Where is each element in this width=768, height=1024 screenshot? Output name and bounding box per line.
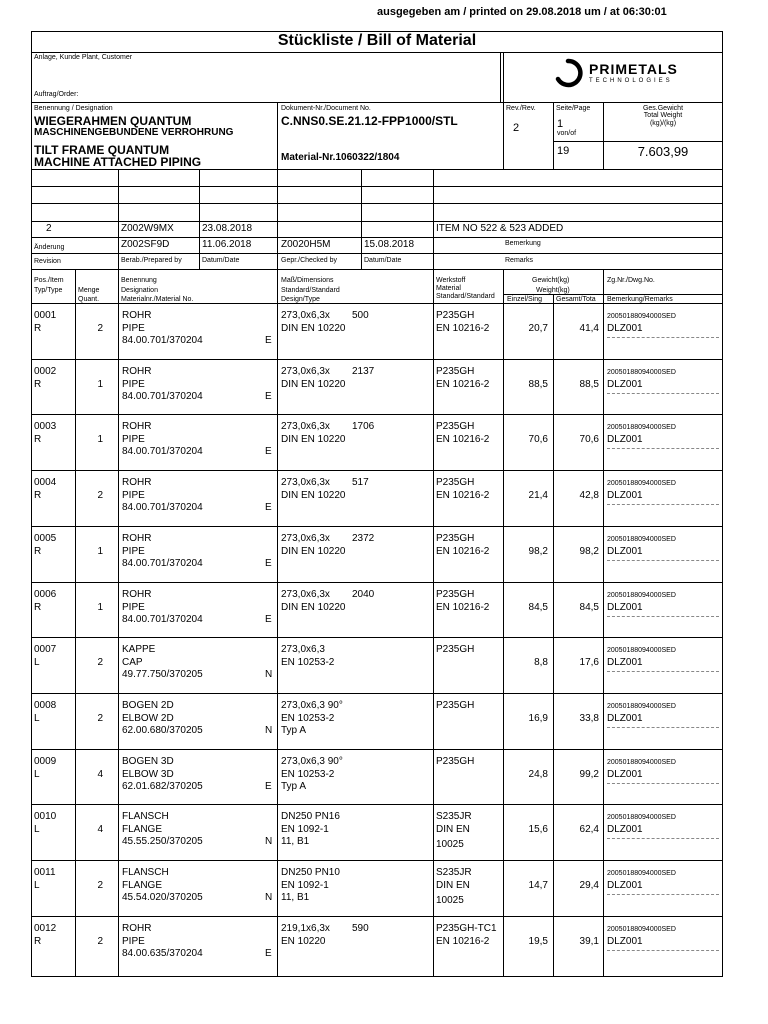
- remarks-underline: [607, 727, 719, 728]
- table-row: [0, 638, 768, 694]
- cell-typ: R: [34, 602, 42, 613]
- cell-rem: DLZ001: [607, 880, 643, 891]
- cell-dim2: EN 1092-1: [281, 824, 329, 835]
- cell-dwg: 20050188094000SED: [607, 424, 676, 431]
- cell-mat2: EN 10216-2: [436, 434, 490, 445]
- cell-dim2: EN 10253-2: [281, 657, 335, 668]
- cell-typ: R: [34, 936, 42, 947]
- cell-dim3: 11, B1: [281, 836, 310, 847]
- cell-typ: R: [34, 490, 42, 501]
- change-date: 11.06.2018: [202, 239, 252, 250]
- hdr-dim-3: Design/Type: [281, 296, 320, 303]
- table-row: [0, 583, 768, 639]
- revision-note: ITEM NO 522 & 523 ADDED: [436, 223, 564, 234]
- hdr-type: Typ/Type: [34, 287, 63, 294]
- cell-de: ROHR: [122, 923, 152, 934]
- docno-label: Dokument-Nr./Document No.: [281, 105, 371, 112]
- cell-matno: 62.01.682/370205: [122, 781, 203, 792]
- cell-dwg: 20050188094000SED: [607, 536, 676, 543]
- cell-mat2: DIN EN: [436, 880, 470, 891]
- designation-en-1: TILT FRAME QUANTUM: [34, 143, 170, 157]
- cell-dim1: 219,1x6,3x: [281, 923, 330, 934]
- cell-dim2: DIN EN 10220: [281, 323, 346, 334]
- cell-dim3: Typ A: [281, 725, 307, 736]
- cell-w2: 39,1: [579, 936, 599, 947]
- remarks-label: Remarks: [505, 257, 534, 264]
- cell-mat1: P235GH: [436, 700, 475, 711]
- cell-matno: 84.00.635/370204: [122, 948, 203, 959]
- cell-matno: 84.00.701/370204: [122, 391, 203, 402]
- document-number: C.NNS0.SE.21.12-FPP1000/STL: [281, 114, 458, 128]
- cell-len: 500: [352, 310, 369, 321]
- cell-dwg: 20050188094000SED: [607, 814, 676, 821]
- cell-w1: 14,7: [528, 880, 548, 891]
- hdr-wt-3: Einzel/Sing: [507, 296, 543, 303]
- cell-len: 2040: [352, 589, 375, 600]
- cell-rem: DLZ001: [607, 490, 643, 501]
- document-title: Stückliste / Bill of Material: [277, 32, 477, 49]
- preparedby-label: Berab./Prepared by: [121, 257, 182, 264]
- remarks-underline: [607, 504, 719, 505]
- cell-en: PIPE: [122, 546, 145, 557]
- revision-label: Revision: [34, 258, 61, 265]
- designation-de-2: MASCHINENGEBUNDENE VERROHRUNG: [34, 127, 234, 138]
- cell-flag: N: [265, 669, 273, 680]
- remarks-underline: [607, 950, 719, 951]
- cell-dwg: 20050188094000SED: [607, 480, 676, 487]
- cell-de: ROHR: [122, 310, 152, 321]
- rev-label: Rev./Rev.: [506, 105, 536, 112]
- weight-label-3: (kg)/(kg): [649, 120, 677, 127]
- hdr-pos: Pos./Item: [34, 277, 64, 284]
- cell-en: PIPE: [122, 379, 145, 390]
- cell-pos: 0008: [34, 700, 57, 711]
- cell-flag: E: [265, 391, 272, 402]
- order-label: Auftrag/Order:: [34, 91, 79, 98]
- cell-dim2: DIN EN 10220: [281, 602, 346, 613]
- cell-qty: 1: [97, 434, 103, 445]
- cell-qty: 1: [97, 379, 103, 390]
- cell-matno: 84.00.701/370204: [122, 335, 203, 346]
- weight-label-1: Ges.Gewicht: [642, 105, 684, 112]
- cell-de: KAPPE: [122, 644, 156, 655]
- cell-w2: 98,2: [579, 546, 599, 557]
- cell-dim1: 273,0x6,3x: [281, 589, 330, 600]
- cell-dim2: EN 10253-2: [281, 769, 335, 780]
- cell-w2: 17,6: [579, 657, 599, 668]
- cell-len: 590: [352, 923, 369, 934]
- cell-typ: R: [34, 379, 42, 390]
- hdr-dwg-1: Zg.Nr./Dwg.No.: [607, 277, 655, 284]
- cell-mat1: P235GH: [436, 366, 475, 377]
- primetals-logo-icon: [553, 58, 583, 88]
- cell-rem: DLZ001: [607, 323, 643, 334]
- cell-mat1: P235GH: [436, 421, 475, 432]
- cell-w2: 62,4: [579, 824, 599, 835]
- cell-mat3: 10025: [436, 839, 464, 850]
- table-row: [0, 471, 768, 527]
- designation-en-2: MACHINE ATTACHED PIPING: [34, 155, 202, 169]
- cell-pos: 0004: [34, 477, 57, 488]
- cell-w1: 21,4: [528, 490, 548, 501]
- revision-prepared: Z002W9MX: [121, 223, 174, 234]
- cell-w1: 84,5: [528, 602, 548, 613]
- hdr-dim-2: Standard/Standard: [281, 287, 340, 294]
- cell-mat2: EN 10216-2: [436, 490, 490, 501]
- checkedby-label: Gepr./Checked by: [281, 257, 338, 264]
- cell-dwg: 20050188094000SED: [607, 926, 676, 933]
- plant-customer-label: Anlage, Kunde Plant, Customer: [34, 54, 133, 61]
- cell-dwg: 20050188094000SED: [607, 369, 676, 376]
- page-value: 1: [557, 118, 564, 130]
- cell-typ: L: [34, 657, 40, 668]
- remarks-underline: [607, 838, 719, 839]
- cell-mat1: P235GH: [436, 589, 475, 600]
- cell-flag: E: [265, 781, 272, 792]
- cell-pos: 0010: [34, 811, 57, 822]
- total-weight: 7.603,99: [637, 144, 689, 159]
- cell-matno: 45.55.250/370205: [122, 836, 203, 847]
- table-row: [0, 415, 768, 471]
- cell-dim3: Typ A: [281, 781, 307, 792]
- table-row: [0, 694, 768, 750]
- table-row: [0, 304, 768, 360]
- cell-dim1: 273,0x6,3 90°: [281, 700, 343, 711]
- cell-de: BOGEN 3D: [122, 756, 174, 767]
- cell-w1: 88,5: [528, 379, 548, 390]
- hdr-wt-2: Weight(kg): [536, 287, 570, 294]
- cell-flag: N: [265, 836, 273, 847]
- cell-dim1: 273,0x6,3x: [281, 533, 330, 544]
- cell-dim2: EN 10253-2: [281, 713, 335, 724]
- remarks-underline: [607, 671, 719, 672]
- cell-w2: 41,4: [579, 323, 599, 334]
- primetals-logo: [553, 58, 718, 90]
- hdr-mat-1: Werkstoff: [436, 277, 466, 284]
- material-number: Material-Nr.1060322/1804: [281, 152, 400, 163]
- cell-len: 1706: [352, 421, 375, 432]
- cell-mat1: P235GH: [436, 477, 475, 488]
- printed-timestamp: ausgegeben am / printed on 29.08.2018 um / at 06:30:01: [377, 6, 667, 18]
- cell-dim1: DN250 PN16: [281, 811, 340, 822]
- cell-de: ROHR: [122, 477, 152, 488]
- remarks-underline: [607, 337, 719, 338]
- cell-dim1: 273,0x6,3x: [281, 310, 330, 321]
- cell-qty: 2: [97, 323, 103, 334]
- cell-rem: DLZ001: [607, 602, 643, 613]
- cell-w1: 24,8: [528, 769, 548, 780]
- hdr-mat-2: Material: [436, 285, 461, 292]
- cell-en: PIPE: [122, 323, 145, 334]
- cell-rem: DLZ001: [607, 657, 643, 668]
- cell-en: PIPE: [122, 490, 145, 501]
- cell-qty: 2: [97, 490, 103, 501]
- cell-rem: DLZ001: [607, 546, 643, 557]
- cell-dwg: 20050188094000SED: [607, 313, 676, 320]
- change-date-2: 15.08.2018: [364, 239, 415, 250]
- cell-len: 517: [352, 477, 369, 488]
- cell-w1: 19,5: [528, 936, 548, 947]
- cell-w2: 33,8: [579, 713, 599, 724]
- cell-dim1: DN250 PN10: [281, 867, 340, 878]
- cell-rem: DLZ001: [607, 824, 643, 835]
- cell-mat3: 10025: [436, 895, 464, 906]
- cell-mat2: DIN EN: [436, 824, 470, 835]
- cell-flag: N: [265, 725, 273, 736]
- cell-w1: 8,8: [534, 657, 548, 668]
- cell-mat1: S235JR: [436, 867, 472, 878]
- table-row: [0, 917, 768, 973]
- cell-de: ROHR: [122, 366, 152, 377]
- cell-matno: 84.00.701/370204: [122, 446, 203, 457]
- cell-w1: 15,6: [528, 824, 548, 835]
- cell-qty: 4: [97, 824, 103, 835]
- revision-date: 23.08.2018: [202, 223, 253, 234]
- cell-rem: DLZ001: [607, 936, 643, 947]
- cell-dim1: 273,0x6,3x: [281, 421, 330, 432]
- page-total: 19: [557, 145, 570, 157]
- remarks-underline: [607, 448, 719, 449]
- cell-qty: 1: [97, 602, 103, 613]
- cell-typ: L: [34, 769, 40, 780]
- hdr-wt-1: Gewicht(kg): [532, 277, 570, 284]
- cell-de: BOGEN 2D: [122, 700, 174, 711]
- cell-qty: 2: [97, 936, 103, 947]
- cell-w1: 20,7: [528, 323, 548, 334]
- hdr-des-1: Benennung: [121, 277, 157, 284]
- cell-mat2: EN 10216-2: [436, 602, 490, 613]
- hdr-qty-2: Quant.: [78, 296, 100, 303]
- bemerkung-label: Bemerkung: [505, 240, 541, 247]
- cell-mat1: P235GH: [436, 756, 475, 767]
- hdr-qty-1: Menge: [78, 287, 100, 294]
- cell-rem: DLZ001: [607, 379, 643, 390]
- cell-flag: N: [265, 892, 273, 903]
- cell-qty: 2: [97, 657, 103, 668]
- cell-dim2: DIN EN 10220: [281, 379, 346, 390]
- cell-pos: 0002: [34, 366, 57, 377]
- cell-dim1: 273,0x6,3x: [281, 477, 330, 488]
- designation-label: Benennung / Designation: [34, 105, 113, 112]
- cell-typ: L: [34, 713, 40, 724]
- cell-dim2: EN 1092-1: [281, 880, 329, 891]
- cell-pos: 0003: [34, 421, 57, 432]
- cell-matno: 84.00.701/370204: [122, 614, 203, 625]
- cell-mat2: EN 10216-2: [436, 323, 490, 334]
- cell-pos: 0011: [34, 867, 56, 878]
- cell-mat2: EN 10216-2: [436, 546, 490, 557]
- cell-en: PIPE: [122, 434, 145, 445]
- remarks-underline: [607, 393, 719, 394]
- cell-qty: 1: [97, 546, 103, 557]
- cell-pos: 0005: [34, 533, 57, 544]
- cell-flag: E: [265, 558, 272, 569]
- cell-qty: 2: [97, 713, 103, 724]
- cell-mat1: P235GH: [436, 310, 475, 321]
- rev-value: 2: [513, 122, 520, 134]
- cell-dim1: 273,0x6,3: [281, 644, 325, 655]
- cell-w2: 42,8: [579, 490, 599, 501]
- cell-pos: 0009: [34, 756, 57, 767]
- cell-w2: 99,2: [579, 769, 599, 780]
- cell-matno: 62.00.680/370205: [122, 725, 203, 736]
- cell-w1: 70,6: [528, 434, 548, 445]
- cell-mat2: EN 10216-2: [436, 936, 490, 947]
- remarks-underline: [607, 894, 719, 895]
- table-row: [0, 750, 768, 806]
- logo-name: PRIMETALS: [589, 61, 678, 77]
- cell-de: ROHR: [122, 533, 152, 544]
- cell-rem: DLZ001: [607, 434, 643, 445]
- date-label-2: Datum/Date: [364, 257, 402, 264]
- aenderung-label: Änderung: [34, 244, 65, 251]
- cell-pos: 0006: [34, 589, 57, 600]
- cell-matno: 49.77.750/370205: [122, 669, 203, 680]
- hdr-dim-1: Maß/Dimensions: [281, 277, 334, 284]
- hdr-des-2: Designation: [121, 287, 158, 294]
- cell-matno: 84.00.701/370204: [122, 502, 203, 513]
- table-row: [0, 861, 768, 917]
- cell-len: 2137: [352, 366, 375, 377]
- cell-dim2: DIN EN 10220: [281, 434, 346, 445]
- table-row: [0, 805, 768, 861]
- page-label: Seite/Page: [556, 105, 591, 112]
- cell-w2: 70,6: [579, 434, 599, 445]
- cell-dwg: 20050188094000SED: [607, 759, 676, 766]
- logo-subtitle: TECHNOLOGIES: [589, 78, 673, 84]
- cell-en: PIPE: [122, 936, 145, 947]
- cell-pos: 0007: [34, 644, 57, 655]
- cell-qty: 4: [97, 769, 103, 780]
- cell-flag: E: [265, 335, 272, 346]
- cell-typ: R: [34, 546, 42, 557]
- change-prepared: Z002SF9D: [121, 239, 170, 250]
- cell-matno: 84.00.701/370204: [122, 558, 203, 569]
- cell-dim2: DIN EN 10220: [281, 490, 346, 501]
- cell-en: CAP: [122, 657, 143, 668]
- cell-dim1: 273,0x6,3x: [281, 366, 330, 377]
- cell-en: ELBOW 2D: [122, 713, 174, 724]
- cell-en: ELBOW 3D: [122, 769, 174, 780]
- cell-flag: E: [265, 446, 272, 457]
- date-label-1: Datum/Date: [202, 257, 240, 264]
- cell-de: FLANSCH: [122, 811, 169, 822]
- cell-mat1: P235GH-TC1: [436, 923, 497, 934]
- cell-pos: 0012: [34, 923, 57, 934]
- cell-typ: R: [34, 434, 42, 445]
- cell-en: FLANGE: [122, 824, 163, 835]
- cell-flag: E: [265, 948, 272, 959]
- revision-number: 2: [46, 223, 52, 234]
- change-checked: Z0020H5M: [281, 239, 331, 250]
- weight-label-2: Total Weight: [643, 112, 683, 119]
- hdr-wt-4: Gesamt/Tota: [556, 296, 596, 303]
- table-row: [0, 527, 768, 583]
- table-row: [0, 360, 768, 416]
- cell-dwg: 20050188094000SED: [607, 647, 676, 654]
- cell-flag: E: [265, 614, 272, 625]
- cell-len: 2372: [352, 533, 375, 544]
- cell-en: PIPE: [122, 602, 145, 613]
- cell-en: FLANGE: [122, 880, 163, 891]
- cell-rem: DLZ001: [607, 769, 643, 780]
- vonof-label: von/of: [557, 130, 577, 137]
- cell-mat1: P235GH: [436, 533, 475, 544]
- cell-matno: 45.54.020/370205: [122, 892, 203, 903]
- hdr-dwg-2: Bemerkung/Remarks: [607, 296, 673, 303]
- cell-dwg: 20050188094000SED: [607, 870, 676, 877]
- cell-dwg: 20050188094000SED: [607, 592, 676, 599]
- cell-dim2: DIN EN 10220: [281, 546, 346, 557]
- cell-dwg: 20050188094000SED: [607, 703, 676, 710]
- cell-dim1: 273,0x6,3 90°: [281, 756, 343, 767]
- hdr-mat-3: Standard/Standard: [436, 293, 495, 300]
- cell-mat1: S235JR: [436, 811, 472, 822]
- cell-w2: 88,5: [579, 379, 599, 390]
- cell-pos: 0001: [34, 310, 57, 321]
- hdr-des-3: Materialnr./Material No.: [121, 296, 194, 303]
- designation-de-1: WIEGERAHMEN QUANTUM: [34, 114, 192, 128]
- cell-de: ROHR: [122, 421, 152, 432]
- remarks-underline: [607, 783, 719, 784]
- cell-de: ROHR: [122, 589, 152, 600]
- cell-qty: 2: [97, 880, 103, 891]
- cell-mat2: EN 10216-2: [436, 379, 490, 390]
- cell-dim2: EN 10220: [281, 936, 326, 947]
- cell-w1: 16,9: [528, 713, 548, 724]
- cell-mat1: P235GH: [436, 644, 475, 655]
- cell-typ: L: [34, 824, 40, 835]
- cell-dim3: 11, B1: [281, 892, 310, 903]
- remarks-underline: [607, 560, 719, 561]
- cell-de: FLANSCH: [122, 867, 169, 878]
- cell-typ: L: [34, 880, 40, 891]
- remarks-underline: [607, 616, 719, 617]
- cell-flag: E: [265, 502, 272, 513]
- cell-w1: 98,2: [528, 546, 548, 557]
- cell-typ: R: [34, 323, 42, 334]
- cell-w2: 29,4: [579, 880, 599, 891]
- cell-w2: 84,5: [579, 602, 599, 613]
- cell-rem: DLZ001: [607, 713, 643, 724]
